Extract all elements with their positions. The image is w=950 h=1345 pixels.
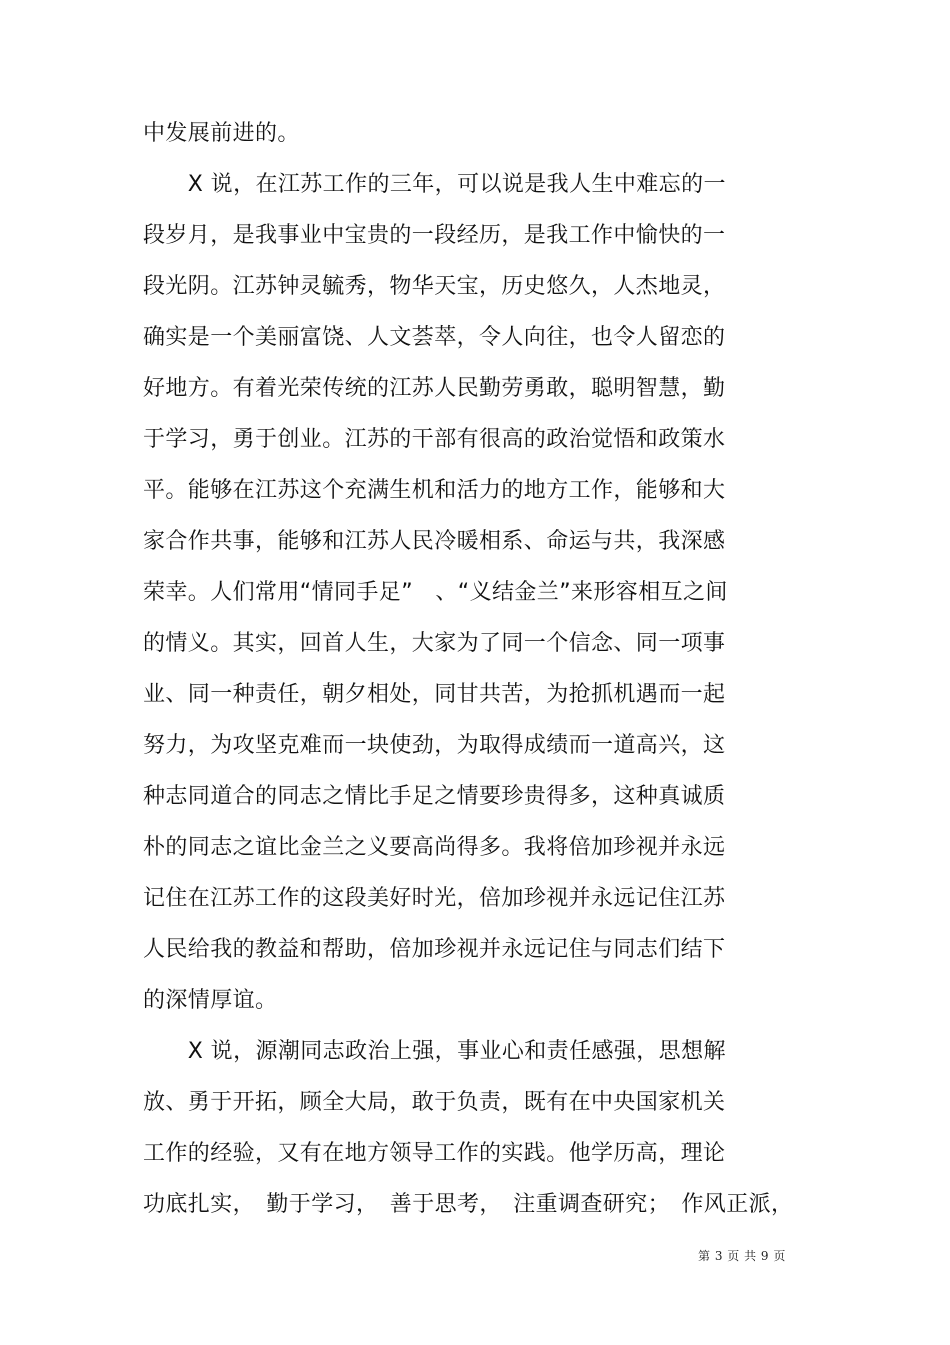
text-line: 功底扎实， 勤于学习， 善于思考， 注重调查研究； 作风正派， <box>143 1192 794 1217</box>
text-line: X 说，源潮同志政治上强，事业心和责任感强，思想解 <box>143 1039 726 1064</box>
text-line: 荣幸。人们常用“情同手足” 、“义结金兰”来形容相互之间 <box>143 580 728 605</box>
text-line: 人民给我的教益和帮助，倍加珍视并永远记住与同志们结下 <box>143 937 726 962</box>
text-line: 平。能够在江苏这个充满生机和活力的地方工作，能够和大 <box>143 478 726 503</box>
text-line: 的情义。其实，回首人生，大家为了同一个信念、同一项事 <box>143 631 726 656</box>
text-line: 记住在江苏工作的这段美好时光，倍加珍视并永远记住江苏 <box>143 886 726 911</box>
page-number-footer: 第 3 页 共 9 页 <box>698 1249 786 1263</box>
text-line: 放、勇于开拓，顾全大局，敢于负责，既有在中央国家机关 <box>143 1090 726 1115</box>
text-line: 业、同一种责任，朝夕相处，同甘共苦，为抢抓机遇而一起 <box>143 682 726 707</box>
text-line: 中发展前进的。 <box>143 121 300 146</box>
text-line: 家合作共事，能够和江苏人民冷暖相系、命运与共，我深感 <box>143 529 726 554</box>
text-line: 的深情厚谊。 <box>143 988 278 1013</box>
text-line: 朴的同志之谊比金兰之义要高尚得多。我将倍加珍视并永远 <box>143 835 726 860</box>
text-line: 确实是一个美丽富饶、人文荟萃，令人向往，也令人留恋的 <box>143 325 726 350</box>
text-line: 种志同道合的同志之情比手足之情要珍贵得多，这种真诚质 <box>143 784 726 809</box>
text-line: 工作的经验，又有在地方领导工作的实践。他学历高，理论 <box>143 1141 726 1166</box>
text-line: 于学习，勇于创业。江苏的干部有很高的政治觉悟和政策水 <box>143 427 726 452</box>
text-line: X 说，在江苏工作的三年，可以说是我人生中难忘的一 <box>143 172 726 197</box>
text-line: 段岁月，是我事业中宝贵的一段经历，是我工作中愉快的一 <box>143 223 726 248</box>
text-line: 好地方。有着光荣传统的江苏人民勤劳勇敢，聪明智慧，勤 <box>143 376 726 401</box>
text-line: 段光阴。江苏钟灵毓秀，物华天宝，历史悠久，人杰地灵， <box>143 274 726 299</box>
text-line: 努力，为攻坚克难而一块使劲，为取得成绩而一道高兴，这 <box>143 733 726 758</box>
